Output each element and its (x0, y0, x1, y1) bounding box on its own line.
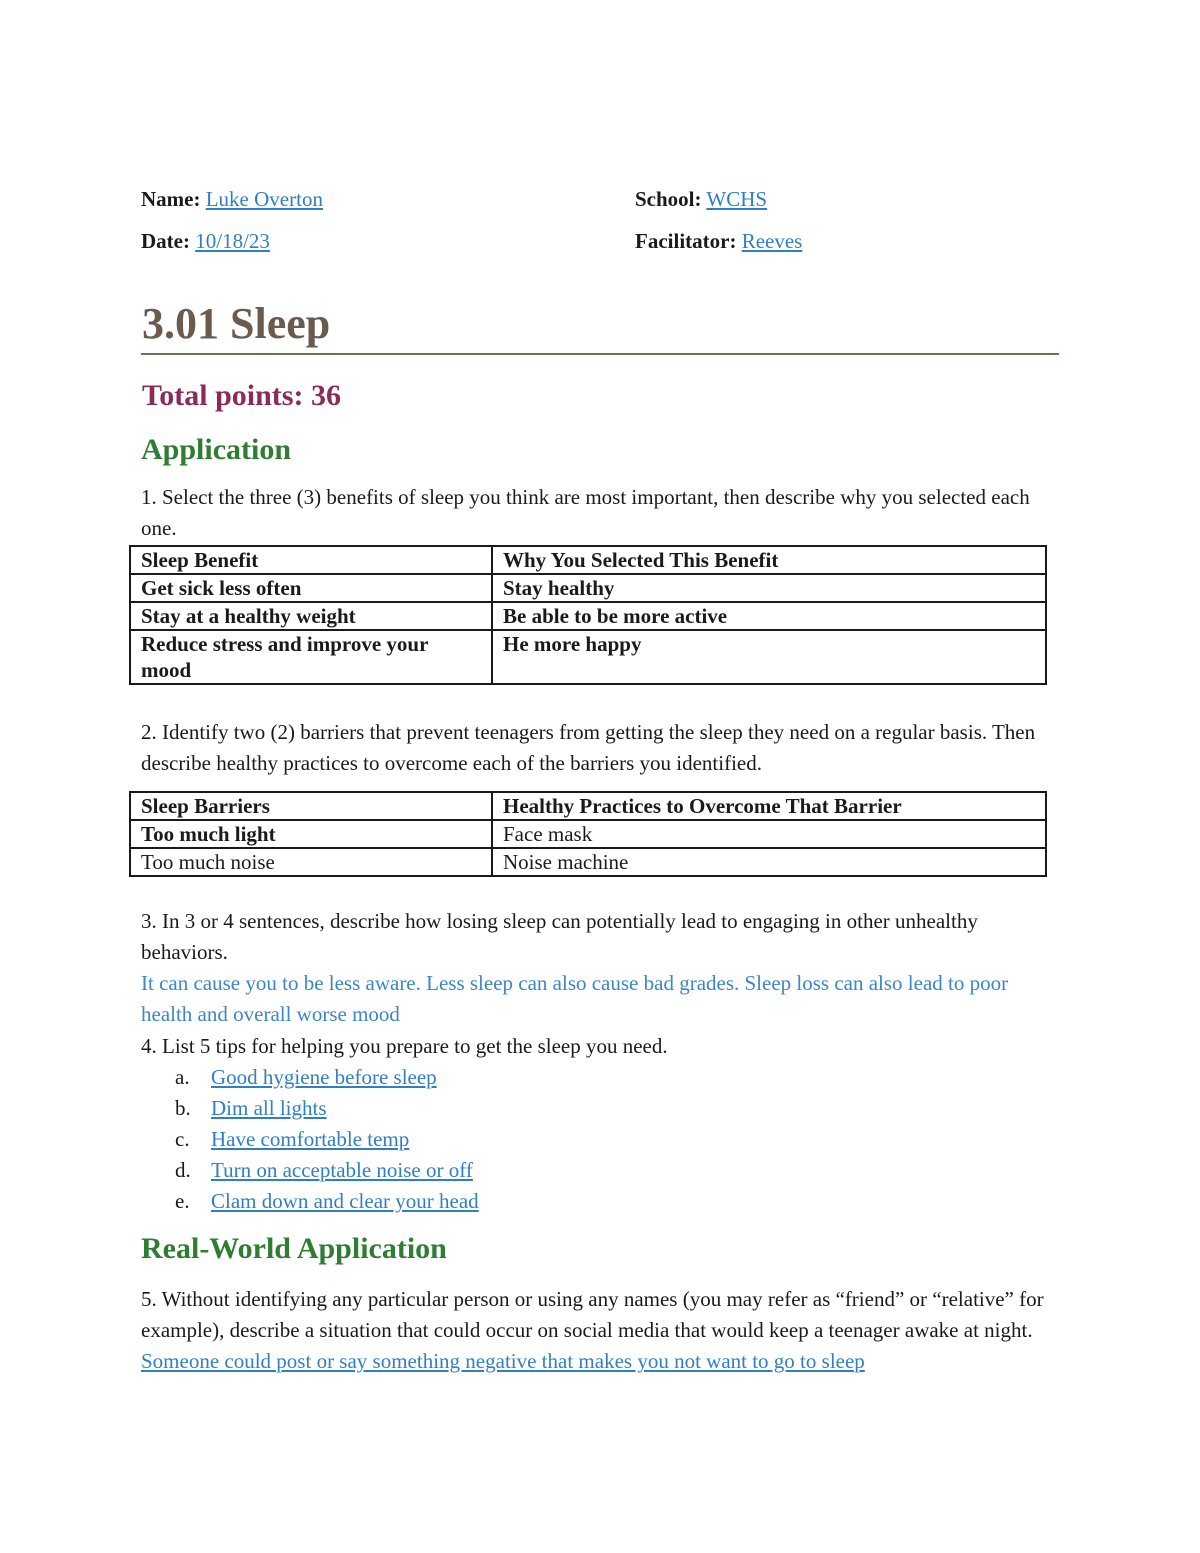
table-cell[interactable]: Stay at a healthy weight (130, 602, 492, 630)
name-field[interactable]: Luke Overton (205, 187, 323, 211)
q3-prompt: 3. In 3 or 4 sentences, describe how losing sleep can potentially lead to engaging in other unhealthy behaviors. (141, 909, 978, 964)
tip-answer[interactable]: Have comfortable temp (211, 1127, 410, 1151)
table-row (130, 630, 1046, 684)
date-field[interactable]: 10/18/23 (195, 229, 270, 253)
tip-answer[interactable]: Turn on acceptable noise or off (211, 1158, 473, 1182)
list-marker: d. (175, 1158, 191, 1182)
list-marker: c. (175, 1127, 190, 1151)
date-row (141, 227, 270, 255)
table-cell[interactable]: Get sick less often (130, 574, 492, 602)
table-header-cell: Why You Selected This Benefit (492, 546, 1046, 574)
school-label: School: (635, 187, 702, 211)
benefits-table (129, 545, 1047, 685)
q2-prompt: 2. Identify two (2) barriers that prevent teenagers from getting the sleep they need on a regular basis. Then describe healthy practices to overcome each of the barriers you identified. (141, 720, 1036, 775)
q1-prompt: 1. Select the three (3) benefits of sleep you think are most important, then describe why you selected each one. (141, 485, 1030, 540)
list-marker: e. (175, 1189, 190, 1213)
total-points: Total points: 36 (142, 379, 341, 412)
table-cell[interactable]: He more happy (492, 630, 1046, 684)
table-row (130, 602, 1046, 630)
table-header-cell: Sleep Barriers (130, 792, 492, 820)
table-row (130, 574, 1046, 602)
table-header-row (130, 792, 1046, 820)
facilitator-label: Facilitator: (635, 229, 737, 253)
q5-block (141, 1284, 1061, 1377)
tip-answer[interactable]: Dim all lights (211, 1096, 327, 1120)
title-divider (141, 353, 1059, 355)
tip-answer[interactable]: Clam down and clear your head (211, 1189, 479, 1213)
tip-answer[interactable]: Good hygiene before sleep (211, 1065, 437, 1089)
table-cell[interactable]: Too much noise (130, 848, 492, 876)
facilitator-field[interactable]: Reeves (741, 229, 803, 253)
school-row (635, 185, 767, 213)
table-cell[interactable]: Noise machine (492, 848, 1046, 876)
school-field[interactable]: WCHS (706, 187, 768, 211)
page-title: 3.01 Sleep (142, 299, 331, 348)
q5-prompt: 5. Without identifying any particular person or using any names (you may refer as “friend” or “relative” for example), describe a situation that could occur on social media that would keep a teenager awake at night. (141, 1287, 1044, 1342)
name-label: Name: (141, 187, 201, 211)
table-cell[interactable]: Be able to be more active (492, 602, 1046, 630)
table-header-row (130, 546, 1046, 574)
table-cell[interactable]: Stay healthy (492, 574, 1046, 602)
barriers-table (129, 791, 1047, 877)
date-label: Date: (141, 229, 190, 253)
table-header-cell: Sleep Benefit (130, 546, 492, 574)
table-row (130, 848, 1046, 876)
list-marker: b. (175, 1096, 191, 1120)
table-row (130, 820, 1046, 848)
section-application-heading: Application (141, 433, 292, 466)
q3-answer[interactable]: It can cause you to be less aware. Less sleep can also cause bad grades. Sleep loss can also lead to poor health and overall worse mood (141, 971, 1009, 1026)
table-cell[interactable]: Too much light (130, 820, 492, 848)
table-header-cell: Healthy Practices to Overcome That Barrier (492, 792, 1046, 820)
table-cell[interactable]: Reduce stress and improve your mood (130, 630, 492, 684)
q5-answer[interactable]: Someone could post or say something negative that makes you not want to go to sleep (141, 1349, 865, 1373)
table-cell[interactable]: Face mask (492, 820, 1046, 848)
facilitator-row (635, 227, 802, 255)
name-row (141, 185, 323, 213)
q4-prompt: 4. List 5 tips for helping you prepare to get the sleep you need. (141, 1034, 668, 1058)
list-marker: a. (175, 1065, 190, 1089)
section-real-world-heading: Real-World Application (141, 1232, 447, 1265)
